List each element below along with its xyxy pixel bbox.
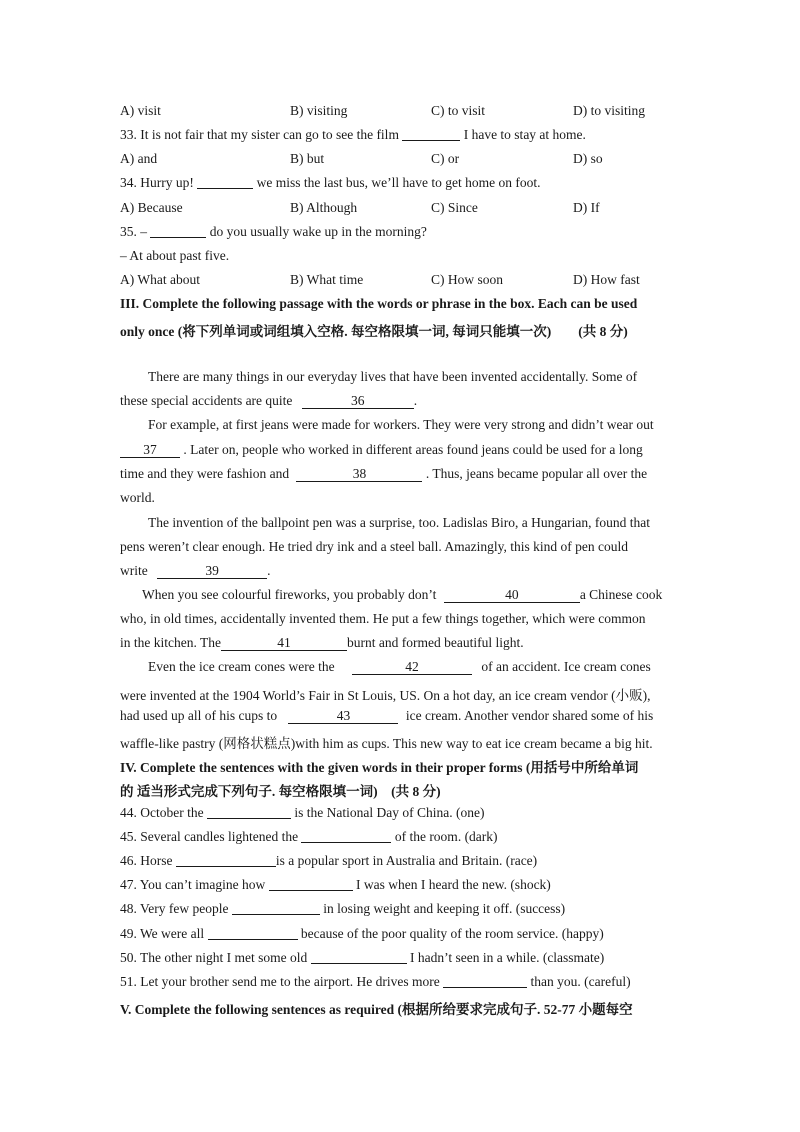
q33-option-b: B) but: [290, 151, 325, 166]
passage-p3-line2: pens weren’t clear enough. He tried dry ink and a steel ball. Amazingly, this kind of pen could: [120, 539, 628, 554]
passage-p4-text-e: burnt and formed beautiful light.: [346, 635, 524, 650]
passage-p4-line3: [120, 635, 682, 651]
sentence-text-before: 49. We were all: [120, 926, 205, 941]
section3-heading-line2: only once (将下列单词或词组填入空格. 每空格限填一词, 每词只能填一次) (共 8 分): [120, 324, 628, 339]
sentence-blank: [311, 950, 407, 964]
blank-36: 36: [302, 393, 414, 409]
q35-blank: [150, 224, 206, 238]
sentence-blank: [232, 901, 320, 915]
q35-option-c: C) How soon: [431, 272, 504, 287]
sentence-text-before: 51. Let your brother send me to the airport. He drives more: [120, 974, 440, 989]
sentence-text-after: I hadn’t seen in a while. (classmate): [409, 950, 605, 965]
passage-p2-line2: [120, 442, 682, 458]
passage-p3-line3: [120, 563, 682, 579]
q33-option-c: C) or: [431, 151, 460, 166]
q35-question: [120, 224, 685, 240]
blank-39: 39: [157, 563, 267, 579]
passage-p5-line4: waffle-like pastry (网格状糕点)with him as cups. This new way to eat ice cream became a big hit.: [120, 736, 653, 751]
q32-option-d: D) to visiting: [573, 103, 646, 118]
q35-option-b: B) What time: [290, 272, 364, 287]
q34-option-c: C) Since: [431, 200, 478, 215]
sentence-blank: [443, 974, 527, 988]
q33-option-d: D) so: [573, 151, 603, 166]
passage-p5-line1: [148, 659, 683, 675]
q33-question: [120, 127, 685, 143]
passage-p3-text-c: write: [120, 563, 148, 578]
passage-p2-line1: For example, at first jeans were made for workers. They were very strong and didn’t wear out: [148, 417, 654, 432]
passage-p2-text-d: . Thus, jeans became popular all over the: [425, 466, 648, 481]
q33-text-after: I have to stay at home.: [463, 127, 586, 142]
sentence-48: [120, 901, 685, 917]
q33-option-a: A) and: [120, 151, 158, 166]
q35-option-a: A) What about: [120, 272, 200, 287]
q34-text-before: 34. Hurry up!: [120, 175, 194, 190]
q34-option-d: D) If: [573, 200, 600, 215]
q32-option-b: B) visiting: [290, 103, 348, 118]
sentence-text-after: is a popular sport in Australia and Britain. (race): [275, 853, 538, 868]
passage-p2-text-c: time and they were fashion and: [120, 466, 290, 481]
q34-option-b: B) Although: [290, 200, 358, 215]
passage-p5-text-a: Even the ice cream cones were the: [148, 659, 335, 674]
sentence-text-before: 47. You can’t imagine how: [120, 877, 266, 892]
sentence-46: [120, 853, 685, 869]
section3-heading-line1: III. Complete the following passage with the words or phrase in the box. Each can be used: [120, 296, 638, 311]
q33-blank: [402, 127, 460, 141]
blank-41: 41: [221, 635, 347, 651]
passage-p5-text-e: ice cream. Another vendor shared some of his: [405, 708, 654, 723]
passage-p5-line3: [120, 708, 682, 724]
sentence-text-after: I was when I heard the new. (shock): [356, 877, 551, 892]
q35-reply: – At about past five.: [120, 248, 230, 263]
section4-heading-line1: IV. Complete the sentences with the given words in their proper forms (用括号中所给单词: [120, 760, 639, 775]
blank-38: 38: [296, 466, 422, 482]
sentence-text-after: because of the poor quality of the room service. (happy): [300, 926, 604, 941]
passage-p4-text-a: When you see colourful fireworks, you probably don’t: [142, 587, 437, 602]
passage-p3-period: .: [267, 563, 271, 578]
passage-p4-line2: who, in old times, accidentally invented them. He put a few things together, which were common: [120, 611, 646, 626]
passage-p4-text-d: in the kitchen. The: [120, 635, 221, 650]
section5-heading-line1: V. Complete the following sentences as required (根据所给要求完成句子. 52-77 小题每空: [120, 1002, 633, 1017]
q32-option-a: A) visit: [120, 103, 161, 118]
blank-40: 40: [444, 587, 580, 603]
sentence-44: [120, 805, 685, 821]
passage-p5-text-b: of an accident. Ice cream cones: [481, 659, 651, 674]
q33-text-before: 33. It is not fair that my sister can go to see the film: [120, 127, 399, 142]
q35-text-after: do you usually wake up in the morning?: [209, 224, 427, 239]
blank-42: 42: [352, 659, 472, 675]
sentence-45: [120, 829, 685, 845]
sentence-blank: [301, 829, 391, 843]
passage-p1-period: .: [413, 393, 418, 408]
q34-text-after: we miss the last bus, we’ll have to get home on foot.: [256, 175, 541, 190]
sentence-51: [120, 974, 685, 990]
sentence-50: [120, 950, 685, 966]
passage-p2-line4: world.: [120, 490, 155, 505]
blank-43: 43: [288, 708, 398, 724]
sentence-text-before: 50. The other night I met some old: [120, 950, 308, 965]
sentence-text-after: in losing weight and keeping it off. (success): [323, 901, 566, 916]
passage-p1-line1: There are many things in our everyday lives that have been invented accidentally. Some of: [148, 369, 638, 384]
passage-p1-line2: [120, 393, 682, 409]
passage-p1-text: these special accidents are quite: [120, 393, 293, 408]
sentence-blank: [208, 926, 298, 940]
blank-37: 37: [120, 442, 180, 458]
sentence-blank: [269, 877, 353, 891]
q32-option-c: C) to visit: [431, 103, 486, 118]
sentence-text-before: 46. Horse: [120, 853, 173, 868]
sentence-text-after: is the National Day of China. (one): [294, 805, 485, 820]
q34-question: [120, 175, 685, 191]
q34-blank: [197, 175, 253, 189]
q35-text-before: 35. –: [120, 224, 147, 239]
sentence-blank: [207, 805, 291, 819]
passage-p5-text-d: had used up all of his cups to: [120, 708, 278, 723]
passage-p2-line3: [120, 466, 682, 482]
sentence-text-before: 45. Several candles lightened the: [120, 829, 299, 844]
section4-heading-line2: 的 适当形式完成下列句子. 每空格限填一词) (共 8 分): [120, 784, 441, 799]
sentence-text-before: 44. October the: [120, 805, 204, 820]
passage-p2-text-b: . Later on, people who worked in different areas found jeans could be used for a long: [183, 442, 643, 457]
sentence-47: [120, 877, 685, 893]
sentence-text-before: 48. Very few people: [120, 901, 229, 916]
q35-option-d: D) How fast: [573, 272, 640, 287]
sentence-49: [120, 926, 685, 942]
passage-p5-line2: were invented at the 1904 World’s Fair in St Louis, US. On a hot day, an ice cream vendor (小贩),: [120, 688, 651, 703]
passage-p3-line1: The invention of the ballpoint pen was a surprise, too. Ladislas Biro, a Hungarian, found that: [148, 515, 651, 530]
sentence-blank: [176, 853, 276, 867]
sentence-text-after: of the room. (dark): [394, 829, 498, 844]
passage-p4-line1: [142, 587, 683, 603]
q34-option-a: A) Because: [120, 200, 183, 215]
sentence-text-after: than you. (careful): [530, 974, 631, 989]
passage-p4-text-b: a Chinese cook: [579, 587, 663, 602]
